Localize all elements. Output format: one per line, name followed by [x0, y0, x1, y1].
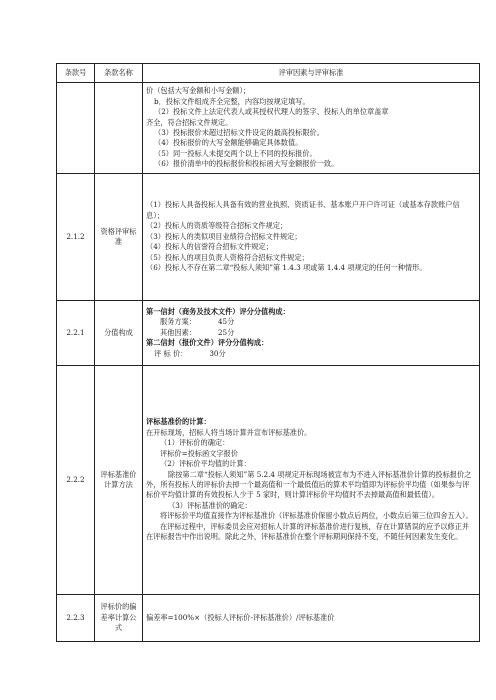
envelope-1-title: 第一信封（商务及技术文件）评分分值构成：: [146, 306, 290, 316]
price-value: 30分: [209, 348, 226, 358]
qualification-item: （3）投标人的类似项目业绩符合招标文件规定；: [146, 231, 302, 241]
other-score: [146, 328, 476, 338]
clause-number: 2.2.1: [57, 301, 95, 366]
price-label: 评 标 价：: [154, 348, 188, 358]
continued-line: （5）同一投标人未提交两个以上不同的投标报价。: [154, 148, 317, 158]
continued-line: （2）投标文件上法定代表人或其授权代理人的签字、投标人的单位章盖章: [154, 107, 389, 117]
header-clause-name: 条款名称: [95, 64, 143, 83]
service-value: 45分: [217, 317, 235, 327]
benchmark-step-1-detail: 评标价=投标函文字报价: [160, 448, 238, 458]
other-value: 25分: [217, 327, 235, 337]
qualification-item: （2）投标人的资质等级符合招标文件规定；: [146, 221, 288, 231]
header-clause-number: 条款号: [57, 64, 95, 83]
qualification-item: （1）投标人具备投标人具备有效的营业执照、资质证书、基本账户开户许可证（或基本存款账户信息）；: [146, 200, 460, 220]
qualification-item: （4）投标人的信誉符合招标文件规定；: [146, 242, 273, 252]
envelope-2-title: 第二信封（报价文件）评分分值构成：: [146, 338, 269, 348]
clause-name: 资格评审标准: [95, 174, 143, 301]
benchmark-step-2: （2）评标价平均值的计算：: [160, 459, 251, 469]
continued-line: b．投标文件组成齐全完整，内容均按规定填写。: [154, 96, 310, 106]
continued-line: 价（包括大写金额和小写金额）；: [146, 86, 251, 96]
clause-number: 2.2.3: [57, 595, 95, 642]
deviation-formula: 偏差率=100%×（投标人评标价-评标基准价）/评标基准价: [143, 595, 480, 642]
evaluation-criteria-table: [56, 63, 480, 642]
other-label: 其他因素：: [160, 327, 196, 337]
score-composition-cell: [143, 301, 480, 366]
qualification-criteria-cell: [143, 174, 480, 301]
clause-name: 分值构成: [95, 301, 143, 366]
clause-number: 2.1.2: [57, 174, 95, 301]
table-row-2-2-3: [57, 595, 480, 642]
qualification-item: （5）投标人的项目负责人资格符合招标文件规定；: [146, 252, 309, 262]
qualification-item: （6）投标人不存在第二章“投标人须知”第 1.4.3 项或第 1.4.4 项规定的任何一种情形。: [146, 263, 427, 273]
continued-line: （4）投标报价的大写金额能够确定具体数值。: [154, 138, 303, 148]
benchmark-intro: 在开标现场，招标人将当场计算并宣布评标基准价。: [146, 427, 312, 437]
table-row-2-1-2: [57, 174, 480, 301]
benchmark-calc-cell: [143, 366, 480, 595]
clause-name: 评标价的偏差率计算公式: [95, 595, 143, 642]
clause-name: 评标基准价计算方法: [95, 366, 143, 595]
price-score: [146, 349, 476, 359]
benchmark-step-3: （3）评标基准价的确定：: [168, 500, 252, 510]
clause-number: 2.2.2: [57, 366, 95, 595]
continued-number-cell: [57, 83, 95, 174]
benchmark-title: 评标基准价的计算：: [146, 417, 211, 427]
continued-name-cell: [95, 83, 143, 174]
benchmark-step-1: （1）评标价的确定：: [160, 438, 230, 448]
continued-line: （3）投标报价未超过招标文件设定的最高投标限价。: [154, 128, 324, 137]
table-header-row: [57, 64, 480, 83]
benchmark-step-2-detail: 除按第二章“投标人须知”第 5.2.4 项规定开标现场被宣布为不进入评标基准价计算的投标报价之外，所有投标人的评标价去掉一个最高值和一个最低值后的算术平均值即为评标价平均值（如果参与评标价平均值计算的有效投标人少于 5 家时，则计算评标价平均值时不去掉最高值和最低值）。: [146, 469, 472, 500]
continued-line: 齐全，符合招标文件规定。: [146, 117, 233, 127]
benchmark-note: 在评标过程中，评标委员会应对招标人计算的评标基准价进行复核，存在计算错误的应予以修正并在评标报告中作出说明。除此之外，评标基准价在整个评标期间保持不变，不随任何因素发生变化。: [146, 521, 470, 542]
benchmark-step-3-detail: 将评标价平均值直接作为评标基准价（评标基准价保留小数点后两位，小数点后第三位四舍五入）。: [160, 511, 473, 521]
table-row-continued: [57, 83, 480, 174]
table-row-2-2-1: [57, 301, 480, 366]
header-criteria: 评审因素与评审标准: [143, 64, 480, 83]
service-score: [146, 317, 476, 327]
continued-line: （6）报价清单中的投标报价和投标函大写金额报价一致。: [154, 159, 339, 169]
service-label: 服务方案：: [160, 317, 196, 327]
table-row-2-2-2: [57, 366, 480, 595]
continued-criteria-cell: [143, 83, 480, 174]
